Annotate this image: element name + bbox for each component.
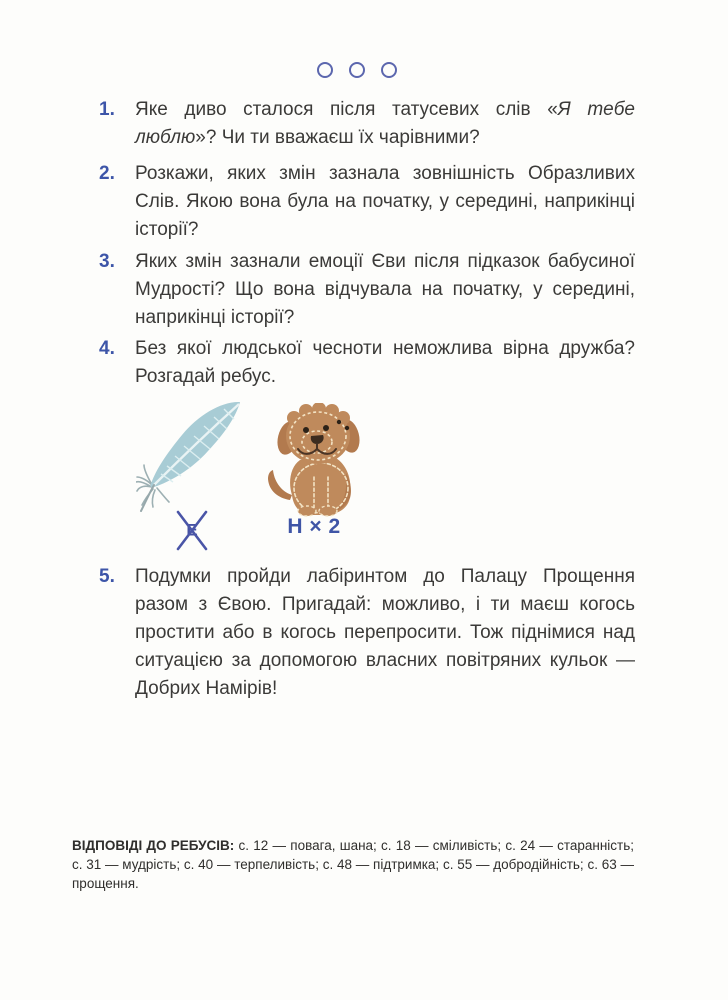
question-number: 5. (99, 566, 115, 587)
question-text: Без якої людської чесноти неможлива вірна дружба? Розгадай ребус. (135, 338, 635, 387)
rebus-illustration (99, 391, 636, 556)
question-item-5 (99, 563, 636, 703)
question-text-italic: Я тебе люблю (135, 99, 635, 148)
question-text: Розкажи, яких змін зазнала зовнішність Образливих Слів. Якою вона була на початку, у середині, наприкінці історії? (135, 163, 635, 240)
answers-label: ВІДПОВІДІ ДО РЕБУСІВ: (72, 838, 235, 853)
feather-icon (136, 397, 246, 520)
question-number: 3. (99, 251, 115, 272)
question-text: Яких змін зазнали емоції Єви після підказок бабусиної Мудрості? Що вона відчувала на початку, у середині, наприкінці історії? (135, 251, 635, 328)
rebus-letter: Е (186, 520, 198, 540)
question-text (135, 96, 635, 152)
question-item-1 (99, 96, 636, 152)
question-number: 4. (99, 338, 115, 359)
dot-icon (317, 62, 333, 78)
dot-icon (381, 62, 397, 78)
question-text-part: »? Чи ти вважаєш їх чарівними? (195, 127, 480, 148)
dot-icon (349, 62, 365, 78)
answers-note (72, 836, 634, 893)
questions-list (99, 96, 636, 703)
question-number: 2. (99, 163, 115, 184)
question-number: 1. (99, 99, 115, 120)
question-text: Подумки пройди лабіринтом до Палацу Прощення разом з Євою. Пригадай: можливо, і ти маєш когось простити або в когось перепросити. Тож піднімися над ситуацією за допомогою власних повітряних кульок — Добрих Намірів! (135, 566, 635, 699)
question-text-part: Яке диво сталося після татусевих слів « (135, 99, 558, 120)
question-item-4 (99, 335, 636, 391)
cross-out-icon (175, 509, 209, 552)
crossed-letter (175, 509, 209, 552)
divider-dots (317, 62, 397, 78)
rebus-multiplier: Н × 2 (287, 515, 341, 538)
question-item-2 (99, 160, 636, 244)
question-item-3 (99, 248, 636, 332)
dog-icon (262, 403, 366, 522)
answers-text: с. 12 — повага, шана; с. 18 — сміливість; с. 24 — старанність; с. 31 — мудрість; с. 40 — терпеливість; с. 48 — підтримка; с. 55 — добродійність; с. 63 — прощення. (72, 838, 635, 891)
